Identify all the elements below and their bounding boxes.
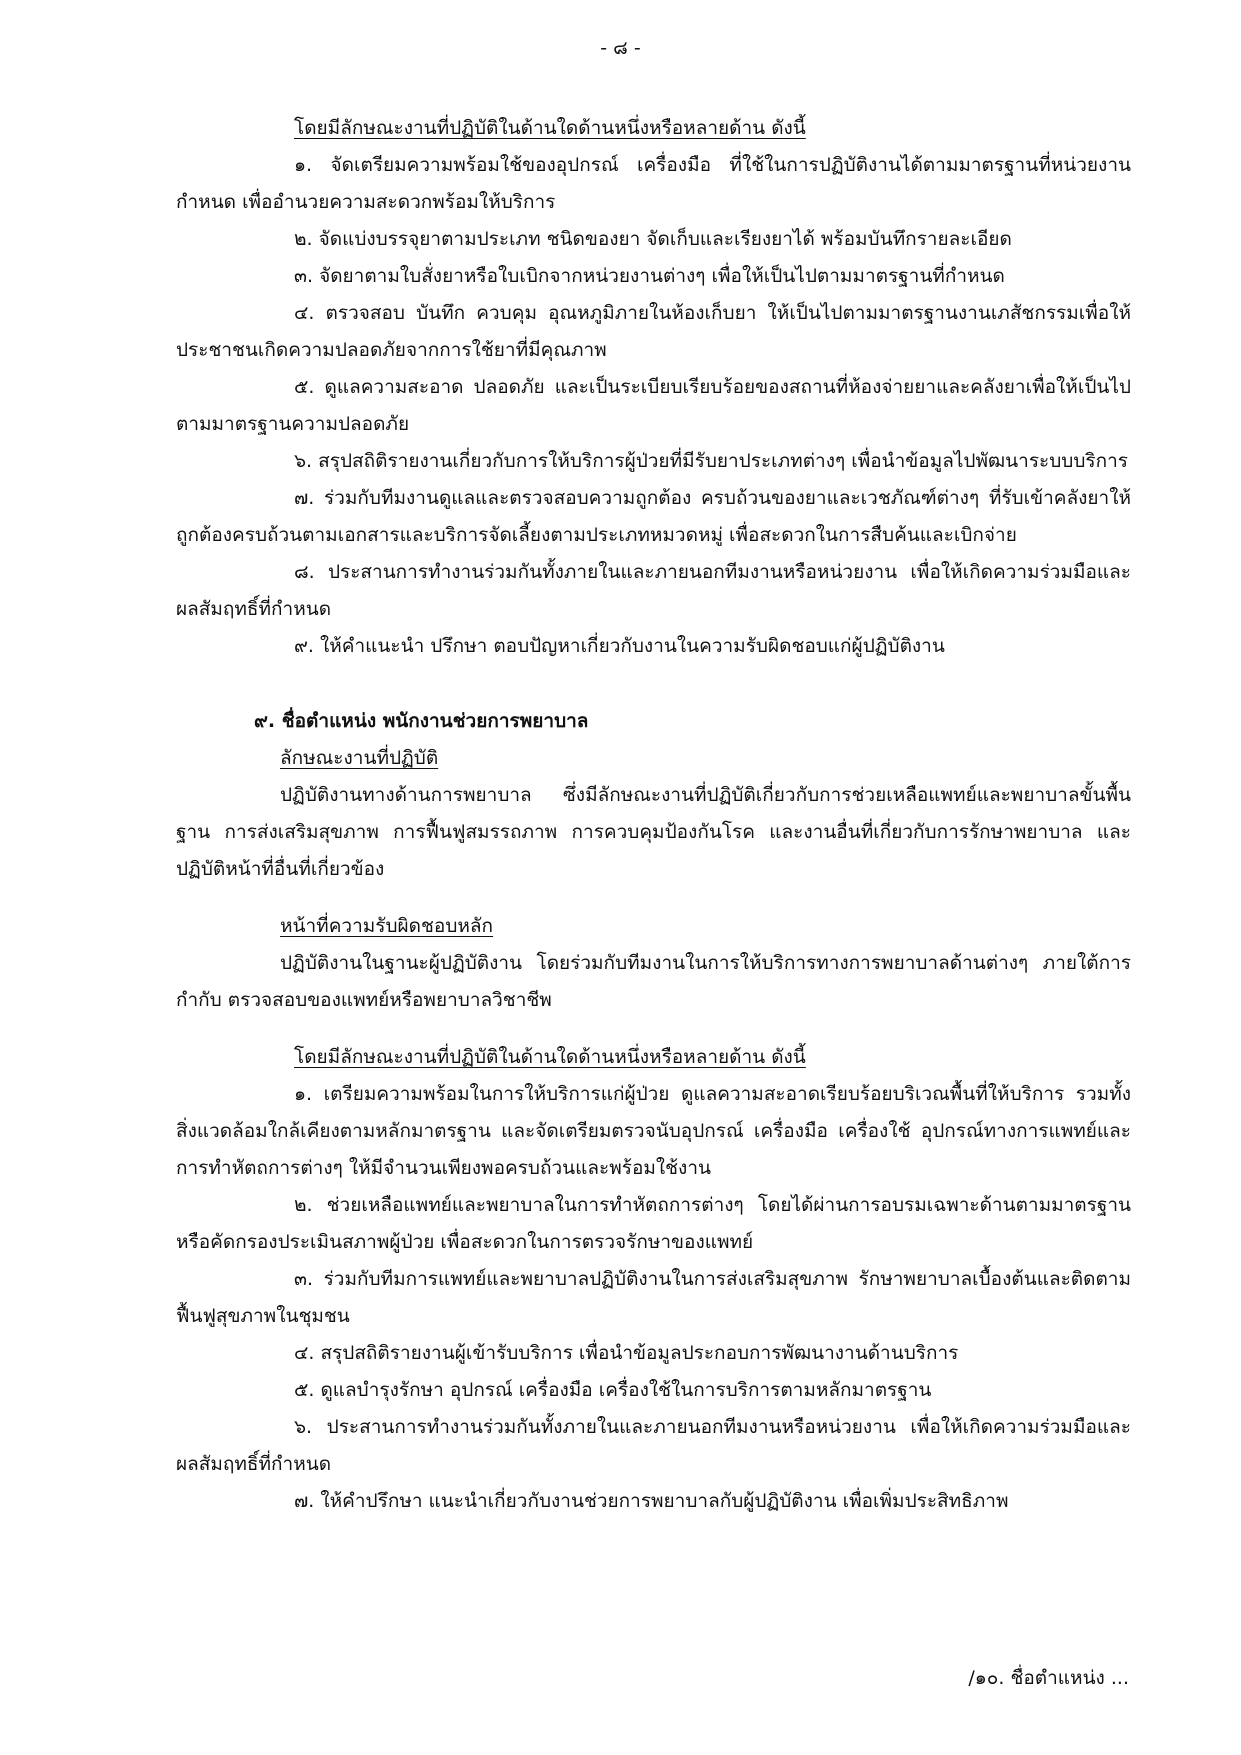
task-item-7: ๗. ให้คำปรึกษา แนะนำเกี่ยวกับงานช่วยการพยาบาลกับผู้ปฏิบัติงาน เพื่อเพิ่มประสิทธิภาพ	[294, 1490, 1009, 1512]
task-item-4: ๔. สรุปสถิติรายงานผู้เข้ารับบริการ เพื่อนำข้อมูลประกอบการพัฒนางานด้านบริการ	[294, 1342, 959, 1364]
task-item-3: ๓. ร่วมกับทีมการแพทย์และพยาบาลปฏิบัติงานในการส่งเสริมสุขภาพ รักษาพยาบาลเบื้องต้นและติดตามฟื้นฟูสุขภาพในชุมชน	[176, 1268, 1131, 1327]
task-item-2: ๒. ช่วยเหลือแพทย์และพยาบาลในการทำหัตถการต่างๆ โดยได้ผ่านการอบรมเฉพาะด้านตามมาตรฐานหรือคัดกรองประเมินสภาพผู้ป่วย เพื่อสะดวกในการตรวจรักษาของแพทย์	[176, 1194, 1131, 1253]
section1-item-8: ๘. ประสานการทำงานร่วมกันทั้งภายในและภายนอกทีมงานหรือหน่วยงาน เพื่อให้เกิดความร่วมมือและผลสัมฤทธิ์ที่กำหนด	[176, 561, 1131, 620]
position-title: ๙. ชื่อตำแหน่ง พนักงานช่วยการพยาบาล	[254, 710, 589, 732]
task-item-6: ๖. ประสานการทำงานร่วมกันทั้งภายในและภายนอกทีมงานหรือหน่วยงาน เพื่อให้เกิดความร่วมมือและผลสัมฤทธิ์ที่กำหนด	[176, 1416, 1131, 1475]
section1-item-2: ๒. จัดแบ่งบรรจุยาตามประเภท ชนิดของยา จัดเก็บและเรียงยาได้ พร้อมบันทึกรายละเอียด	[294, 228, 1012, 250]
section1-item-4: ๔. ตรวจสอบ บันทึก ควบคุม อุณหภูมิภายในห้องเก็บยา ให้เป็นไปตามมาตรฐานงานเภสัชกรรมเพื่อให้ประชาชนเกิดความปลอดภัยจากการใช้ยาที่มีคุณภาพ	[176, 302, 1131, 361]
page-number: - ๘ -	[600, 37, 641, 59]
continuation-note: /๑๐. ชื่อตำแหน่ง ...	[968, 1667, 1129, 1689]
nature-text: ปฏิบัติงานทางด้านการพยาบาล ซึ่งมีลักษณะงานที่ปฏิบัติเกี่ยวกับการช่วยเหลือแพทย์และพยาบาลขั้นพื้นฐาน การส่งเสริมสุขภาพ การฟื้นฟูสมรรถภาพ การควบคุมป้องกันโรค และงานอื่นที่เกี่ยวกับการรักษาพยาบาล และปฏิบัติหน้าที่อื่นที่เกี่ยวข้อง	[176, 784, 1131, 880]
document-body	[176, 110, 1131, 1520]
task-item-1: ๑. เตรียมความพร้อมในการให้บริการแก่ผู้ป่วย ดูแลความสะอาดเรียบร้อยบริเวณพื้นที่ให้บริการ รวมทั้งสิ่งแวดล้อมใกล้เคียงตามหลักมาตรฐาน และจัดเตรียมตรวจนับอุปกรณ์ เครื่องมือ เครื่องใช้ อุปกรณ์ทางการแพทย์และการทำหัตถการต่างๆ ให้มีจำนวนเพียงพอครบถ้วนและพร้อมใช้งาน	[176, 1083, 1131, 1179]
nature-heading: ลักษณะงานที่ปฏิบัติ	[280, 747, 439, 769]
tasks-heading: โดยมีลักษณะงานที่ปฏิบัติในด้านใดด้านหนึ่งหรือหลายด้าน ดังนี้	[294, 1046, 806, 1068]
duty-text: ปฏิบัติงานในฐานะผู้ปฏิบัติงาน โดยร่วมกับทีมงานในการให้บริการทางการพยาบาลด้านต่างๆ ภายใต้การกำกับ ตรวจสอบของแพทย์หรือพยาบาลวิชาชีพ	[176, 952, 1131, 1011]
section1-item-7: ๗. ร่วมกับทีมงานดูแลและตรวจสอบความถูกต้อง ครบถ้วนของยาและเวชภัณฑ์ต่างๆ ที่รับเข้าคลังยาให้ถูกต้องครบถ้วนตามเอกสารและบริการจัดเลี้ยงตามประเภทหมวดหมู่ เพื่อสะดวกในการสืบค้นและเบิกจ่าย	[176, 487, 1131, 546]
section1-item-3: ๓. จัดยาตามใบสั่งยาหรือใบเบิกจากหน่วยงานต่างๆ เพื่อให้เป็นไปตามมาตรฐานที่กำหนด	[294, 265, 1005, 287]
section1-heading: โดยมีลักษณะงานที่ปฏิบัติในด้านใดด้านหนึ่งหรือหลายด้าน ดังนี้	[294, 117, 806, 139]
section1-item-5: ๕. ดูแลความสะอาด ปลอดภัย และเป็นระเบียบเรียบร้อยของสถานที่ห้องจ่ายยาและคลังยาเพื่อให้เป็นไปตามมาตรฐานความปลอดภัย	[176, 376, 1131, 435]
section1-item-1: ๑. จัดเตรียมความพร้อมใช้ของอุปกรณ์ เครื่องมือ ที่ใช้ในการปฏิบัติงานได้ตามมาตรฐานที่หน่วยงานกำหนด เพื่ออำนวยความสะดวกพร้อมให้บริการ	[176, 154, 1131, 213]
task-item-5: ๕. ดูแลบำรุงรักษา อุปกรณ์ เครื่องมือ เครื่องใช้ในการบริการตามหลักมาตรฐาน	[294, 1379, 932, 1401]
section1-item-9: ๙. ให้คำแนะนำ ปรึกษา ตอบปัญหาเกี่ยวกับงานในความรับผิดชอบแก่ผู้ปฏิบัติงาน	[294, 635, 945, 657]
section1-item-6: ๖. สรุปสถิติรายงานเกี่ยวกับการให้บริการผู้ป่วยที่มีรับยาประเภทต่างๆ เพื่อนำข้อมูลไปพัฒนาระบบบริการ	[294, 450, 1129, 472]
duty-heading: หน้าที่ความรับผิดชอบหลัก	[280, 915, 494, 937]
